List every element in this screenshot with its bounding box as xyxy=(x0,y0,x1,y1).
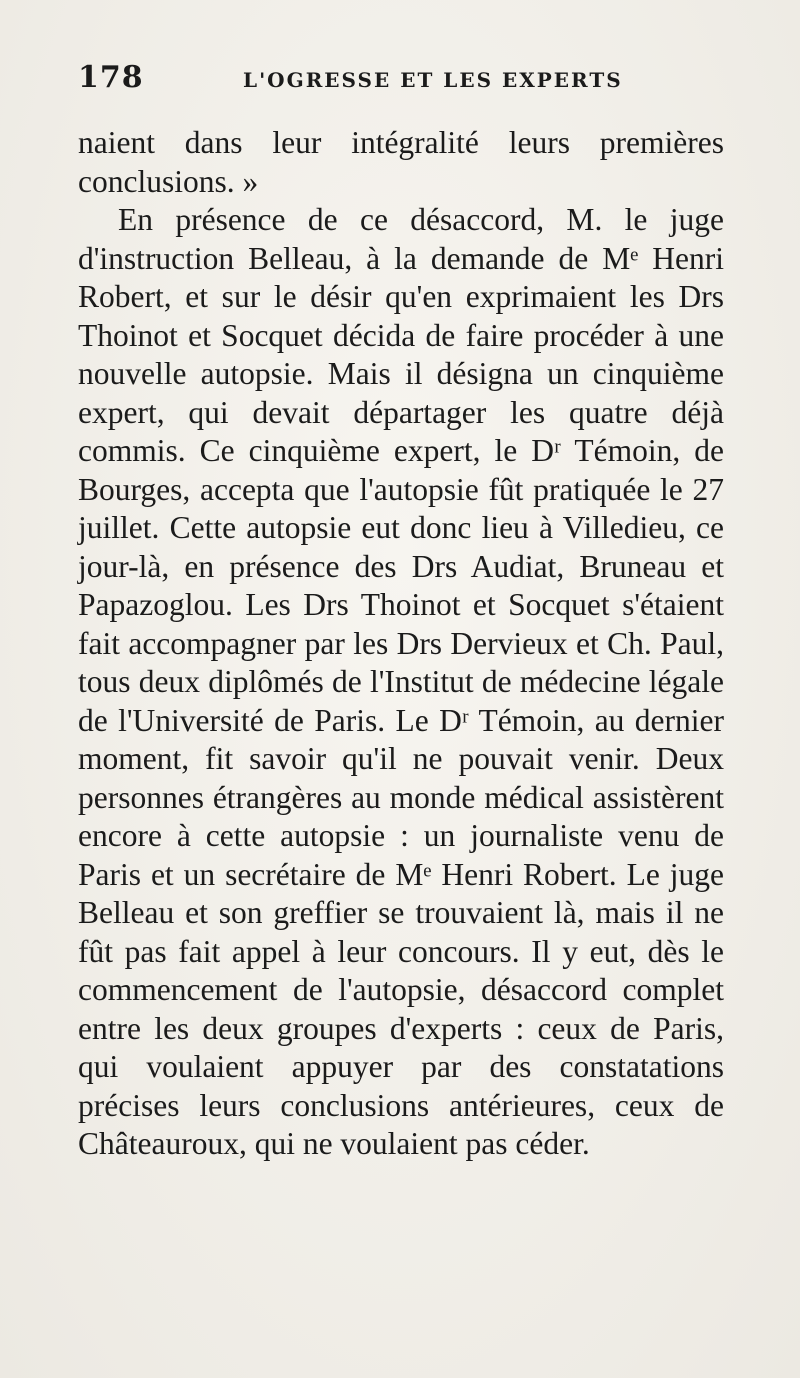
paragraph-main: En présence de ce désaccord, M. le juge d'instruction Belleau, à la demande de Mᵉ Henri Robert, et sur le désir qu'en exprimaient les Drs Thoinot et Socquet décida de faire procéder à une nouvelle autopsie. Mais il désigna un cinquième expert, qui devait départager les quatre déjà commis. Ce cinquième expert, le Dʳ Témoin, de Bourges, accepta que l'autopsie fût pratiquée le 27 juillet. Cette autopsie eut donc lieu à Villedieu, ce jour-là, en présence des Drs Audiat, Bruneau et Papazoglou. Les Drs Thoinot et Socquet s'étaient fait accompagner par les Drs Dervieux et Ch. Paul, tous deux diplômés de l'Institut de médecine légale de l'Université de Paris. Le Dʳ Témoin, au dernier moment, fit savoir qu'il ne pouvait venir. Deux personnes étrangères au monde médical assistèrent encore à cette autopsie : un journaliste venu de Paris et un secrétaire de Mᵉ Henri Robert. Le juge Belleau et son greffier se trouvaient là, mais il ne fût pas fait appel à leur concours. Il y eut, dès le commencement de l'autopsie, désaccord complet entre les deux groupes d'experts : ceux de Paris, qui voulaient appuyer par des constatations précises leurs conclusions antérieures, ceux de Châteauroux, qui ne voulaient pas céder. xyxy=(78,202,724,1161)
paragraph-continuation: naient dans leur intégralité leurs premières conclusions. » xyxy=(78,125,724,199)
running-head xyxy=(78,60,722,104)
running-title: L'OGRESSE ET LES EXPERTS xyxy=(243,68,623,92)
page-number: 178 xyxy=(78,60,144,95)
body-text xyxy=(78,124,724,1164)
